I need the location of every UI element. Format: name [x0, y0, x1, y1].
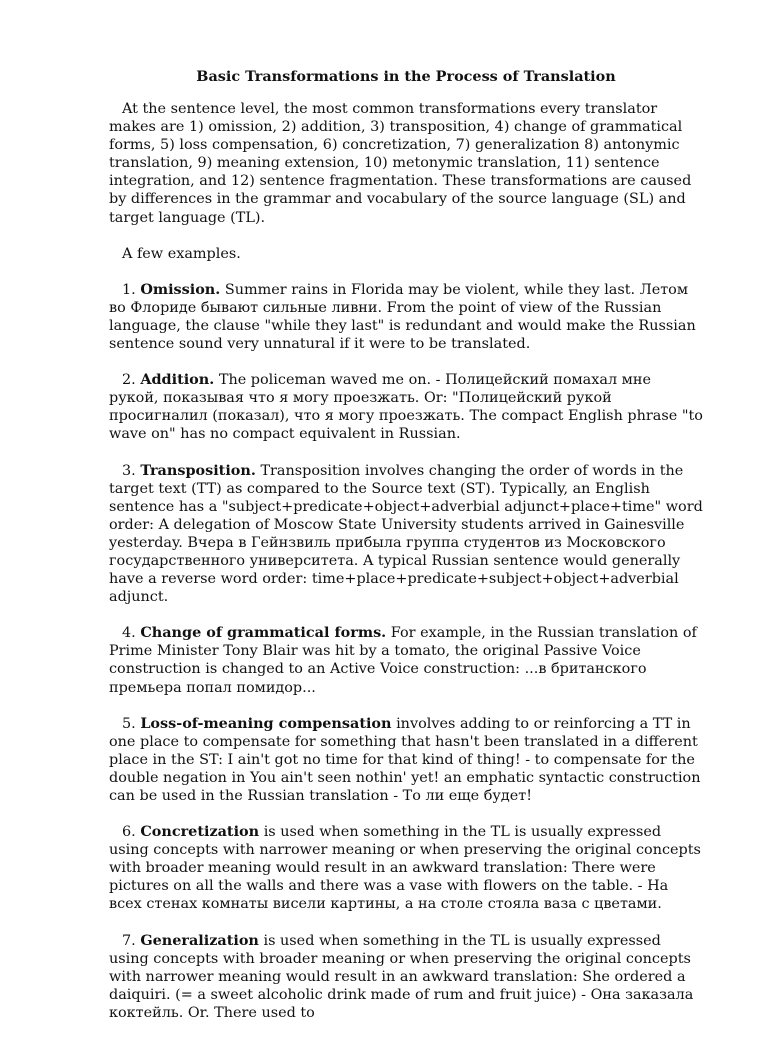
- item-text: Summer rains in Florida may be violent, while they last. Летом во Флориде бывают сильные ливни. From the point of view of the Russian language, the clause "while they last" is redundant and would make the Russian sentence sound very unnatural if it were to be translated.: [109, 281, 696, 353]
- examples-heading: A few examples.: [122, 245, 241, 262]
- item-addition: [109, 371, 703, 443]
- item-omission: [109, 281, 703, 353]
- item-loss-of-meaning-compensation: [109, 715, 703, 805]
- item-number: 6.: [122, 824, 136, 841]
- item-number: 2.: [122, 372, 136, 389]
- item-number: 1.: [122, 281, 136, 298]
- item-term: Loss-of-meaning compensation: [140, 714, 392, 732]
- item-text: involves adding to or reinforcing a TT in one place to compensate for something that hasn't been translated in a different place in the ST: I ain't got no time for that kind of thing! - to compensate for the double negation in You ain't seen nothin' yet! an emphatic syntactic construction can be used in the Russian translation - То ли еще будет!: [109, 715, 701, 804]
- item-number: 4.: [122, 625, 136, 642]
- item-term: Omission.: [140, 280, 221, 298]
- intro-paragraph: At the sentence level, the most common transformations every translator makes are 1) omission, 2) addition, 3) transposition, 4) change of grammatical forms, 5) loss compensation, 6) concretization, 7) generalization 8) antonymic translation, 9) meaning extension, 10) metonymic translation, 11) sentence integration, and 12) sentence fragmentation. These transformations are caused by differences in the grammar and vocabulary of the source language (SL) and target language (TL).: [109, 101, 692, 226]
- item-text: For example, in the Russian translation of Prime Minister Tony Blair was hit by a tomato, the original Passive Voice construction is changed to an Active Voice construction: ...в британского премьера попал помидор...: [109, 625, 697, 696]
- item-text: Transposition involves changing the order of words in the target text (TT) as compared to the Source text (ST). Typically, an English sentence has a "subject+predicate+object+adverbial adjunct+place+time" word order: A delegation of Moscow State University students arrived in Gainesville yesterday. Вчера в Гейнзвиль прибыла группа студентов из Московского государственного университета. A typical Russian sentence would generally have a reverse word order: time+place+predicate+subject+object+adverbial adjunct.: [109, 462, 703, 606]
- item-term: Concretization: [140, 823, 260, 841]
- item-term: Addition.: [140, 371, 215, 389]
- item-number: 5.: [122, 715, 136, 732]
- item-number: 3.: [122, 462, 136, 479]
- item-text: The policeman waved me on. - Полицейский помахал мне рукой, показывая что я могу проезжать. Or: "Полицейский рукой просигналил (показал), что я могу проезжать. The compact English phrase "to wave on" has no compact equivalent in Russian.: [109, 372, 703, 443]
- item-term: Transposition.: [140, 461, 256, 479]
- item-text: is used when something in the TL is usually expressed using concepts with broader meaning or when preserving the original concepts with narrower meaning would result in an awkward translation: She ordered a daiquiri. (= a sweet alcoholic drink made of rum and fruit juice) - Она заказала коктейль. Or. There used to: [109, 932, 694, 1021]
- document-title: Basic Transformations in the Process of Translation: [196, 68, 616, 85]
- document-body: [109, 68, 703, 1040]
- item-change-of-grammatical-forms: [109, 624, 703, 696]
- item-transposition: [109, 462, 703, 607]
- item-generalization: [109, 932, 703, 1022]
- item-concretization: [109, 823, 703, 913]
- item-text: is used when something in the TL is usually expressed using concepts with narrower meaning or when preserving the original concepts with broader meaning would result in an awkward translation: There were pictures on all the walls and there was a vase with flowers on the table. - На всех стенах комнаты висели картины, а на столе стояла ваза с цветами.: [109, 824, 701, 913]
- item-term: Generalization: [140, 931, 259, 949]
- item-number: 7.: [122, 932, 136, 949]
- item-term: Change of grammatical forms.: [140, 624, 387, 642]
